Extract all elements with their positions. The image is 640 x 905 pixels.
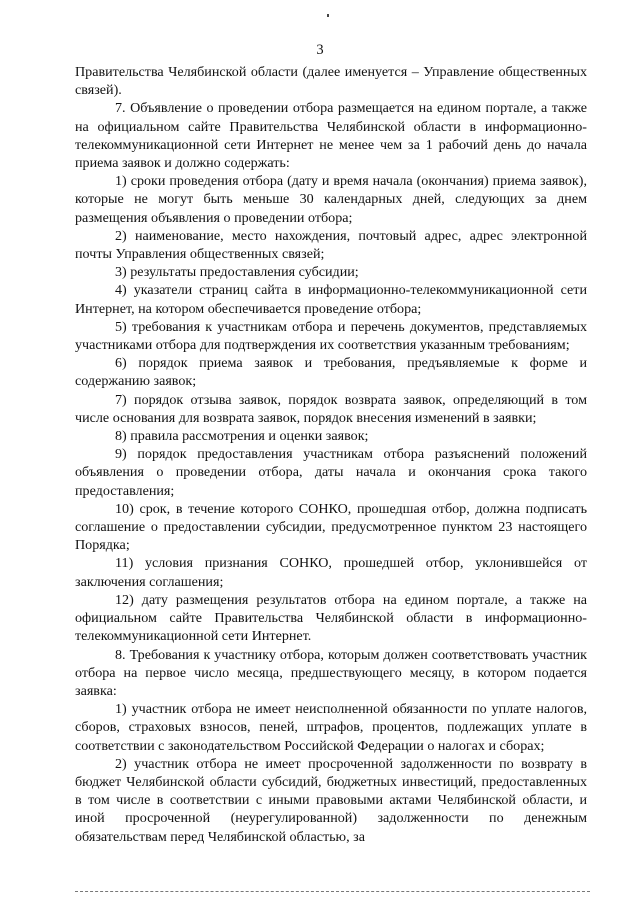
paragraph-8-2: 2) участник отбора не имеет просроченной задолженности по возврату в бюджет Челябинской области субсидий, бюджетных инвестиций, предоставленных в том числе в соответствии с иными правовыми актами Челябинской области, и иной просроченной (неурегулированной) задолженности по денежным обязательствам перед Челябинской областью, за (75, 755, 587, 845)
paragraph-7-6: 6) порядок приема заявок и требования, предъявляемые к форме и содержанию заявок; (75, 355, 587, 390)
paragraph-7-5: 5) требования к участникам отбора и перечень документов, представляемых участниками отбора для подтверждения их соответствия указанным требованиям; (75, 318, 587, 354)
paragraph-7-4: 4) указатели страниц сайта в информационно-телекоммуникационной сети Интернет, на котором обеспечивается проведение отбора; (75, 282, 587, 317)
page-number: 3 (316, 42, 324, 58)
paragraph-7-12: 12) дату размещения результатов отбора на едином портале, а также на официальном сайте Правительства Челябинской области в информационно-телекоммуникационной сети Интернет. (75, 591, 587, 645)
paragraph-7-7: 7) порядок отзыва заявок, порядок возврата заявок, определяющий в том числе основания для возврата заявок, порядок внесения изменений в заявки; (75, 391, 587, 426)
paragraph-7-2: 2) наименование, место нахождения, почтовый адрес, адрес электронной почты Управления общественных связей; (75, 227, 587, 263)
scan-speck (327, 14, 329, 17)
paragraph-7-9: 9) порядок предоставления участникам отбора разъяснений положений объявления о проведении отбора, даты начала и окончания срока такого предоставления; (75, 446, 587, 499)
paragraph-7-11: 11) условия признания СОНКО, прошедшей отбор, уклонившейся от заключения соглашения; (75, 555, 587, 590)
paragraph-7-10: 10) срок, в течение которого СОНКО, прошедшая отбор, должна подписать соглашение о предоставлении субсидии, предусмотренное пунктом 23 настоящего Порядка; (75, 500, 587, 554)
document-body (75, 63, 587, 846)
paragraph-8-1: 1) участник отбора не имеет неисполненной обязанности по уплате налогов, сборов, страховых взносов, пеней, штрафов, процентов, подлежащих уплате в соответствии с законодательством Российской Федерации о налогах и сборах; (75, 701, 587, 754)
paragraph-7-8: 8) правила рассмотрения и оценки заявок; (115, 428, 369, 445)
paragraph-7-3: 3) результаты предоставления субсидии; (115, 264, 359, 281)
footer-rule (75, 891, 590, 892)
paragraph-item-8: 8. Требования к участнику отбора, которым должен соответствовать участник отбора на первое число месяца, предшествующего месяцу, в котором подается заявка: (75, 646, 587, 699)
paragraph-item-7: 7. Объявление о проведении отбора размещается на едином портале, а также на официальном сайте Правительства Челябинской области в информационно-телекоммуникационной сети Интернет не менее чем за 1 рабочий день до начала приема заявок и должно содержать: (75, 100, 587, 172)
paragraph-continuation: Правительства Челябинской области (далее именуется – Управление общественных связей). (75, 64, 587, 99)
paragraph-7-1: 1) сроки проведения отбора (дату и время начала (окончания) приема заявок), которые не могут быть меньше 30 календарных дней, следующих за днем размещения объявления о проведении отбора; (75, 173, 587, 226)
